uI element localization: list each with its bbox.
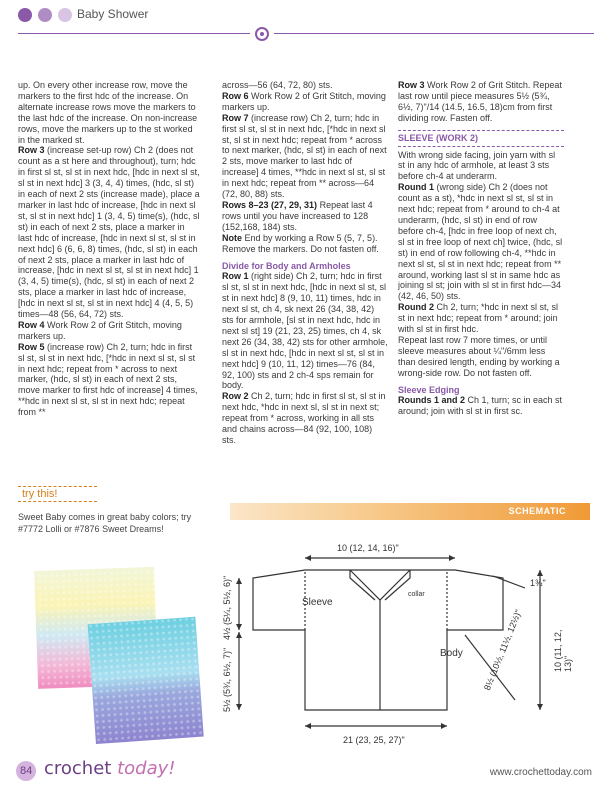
armhole-height-dim: 4½ (5¼, 5½, 6)" <box>222 575 232 640</box>
magazine-logo: crochet today! <box>44 758 176 779</box>
divide-heading: Divide for Body and Armholes <box>222 260 351 271</box>
edging-heading: Sleeve Edging <box>398 384 460 395</box>
header-rule-right <box>274 33 594 34</box>
dim-top-width: 10 (12, 14, 16)" <box>337 543 399 553</box>
flower-icon <box>255 27 269 41</box>
column-3 <box>398 80 564 417</box>
swatch-image <box>32 565 207 750</box>
body-height-dim: 5½ (5¾, 6½, 7)" <box>222 647 232 712</box>
col1-row5: Row 5 (increase row) Ch 2, turn; hdc in first sl st, sl st in next hdc, [*hdc in next sl st, sl st in next hdc; repeat from * across to next marker, (hdc, sl st) in each of next 2 sts, move marker to first hdc of increase] 4 times, **hdc in next sl st, sl st in next hdc; repeat from ** <box>18 341 198 418</box>
side-diagonal-dim: 8½ (10½, 11½, 12½)" <box>482 608 524 692</box>
sleeve-heading: SLEEVE (WORK 2) <box>398 130 564 147</box>
col2-row6: Row 6 Work Row 2 of Grit Stitch, moving markers up. <box>222 90 386 112</box>
column-1 <box>18 80 200 418</box>
schematic-banner <box>230 503 590 520</box>
header-dot-3 <box>58 8 72 22</box>
col2-note: Note End by working a Row 5 (5, 7, 5). Remove the markers. Do not fasten off. <box>222 232 379 254</box>
col3-edging-rounds: Rounds 1 and 2 Ch 1, turn; sc in each st around; join with sl st in first sc. <box>398 395 563 417</box>
collar-shape <box>350 570 410 600</box>
dim-shoulder <box>493 576 525 588</box>
col3-round2: Round 2 Ch 2, turn; *hdc in next sl st, sl st in next hdc; repeat from * around; join with sl st in first hdc. <box>398 302 559 335</box>
col1-intro: up. On every other increase row, move the markers to the first hdc of the increase. On alternate increase rows move the markers to the last hdc of the increase. On non-increase rows, move the markers up to the st worked in the marked st. <box>18 80 198 145</box>
header-dot-2 <box>38 8 52 22</box>
garment-outline <box>253 570 503 710</box>
collar-label: collar <box>408 591 425 598</box>
col3-join: With wrong side facing, join yarn with sl st in any hdc of armhole, at least 3 sts before ch-4 at underarm. <box>398 149 556 182</box>
website-url: www.crochettoday.com <box>489 767 592 778</box>
column-2 <box>222 80 388 446</box>
col1-row4: Row 4 Work Row 2 of Grit Stitch, moving markers up. <box>18 319 182 341</box>
try-this-text: Sweet Baby comes in great baby colors; try #7772 Lolli or #7876 Sweet Dreams! <box>18 512 192 534</box>
sleeve-label: Sleeve <box>302 597 333 608</box>
body-label: Body <box>440 648 463 659</box>
col1-row3: Row 3 (increase set-up row) Ch 2 (does not count as a st here and throughout), turn; hdc in first sl st, sl st in next hdc, [hdc in next sl st, sl st in next hdc] 3 (3, 4, 4) times, (hdc, sl st) in each of next 2 sts (increase made), place a marker in last hdc of increase, [hdc in next sl st, sl st in next hdc] 1 (3, 4, 5) time(s), (hdc, sl st) in each of next 2 sts, place a marker in last hdc of increase, [hdc in next sl st, sl st in next hdc] 6 (6, 6, 8) times, (hdc, sl st) in each of next 2 sts, place a marker in last hdc of increase, [hdc in next sl st, sl st in next hdc] 1 (3, 4, 5) time(s), (hdc, sl st) in each of next 2 sts, place a marker in last hdc of increase, [hdc in next sl st, sl st in next hdc] 4 (4, 5, 5) times—48 (56, 64, 72) sts. <box>18 145 200 320</box>
header-dot-1 <box>18 8 32 22</box>
col2-intro: across—56 (64, 72, 80) sts. <box>222 80 333 90</box>
bottom-width-dim: 21 (23, 25, 27)" <box>343 735 405 745</box>
col2-row7: Row 7 (increase row) Ch 2, turn; hdc in first sl st, sl st in next hdc, [*hdc in next sl st, sl st in next hdc; repeat from * across to next marker, (hdc, sl st) in each of next 2 sts, move marker to last hdc of increase] 4 times, **hdc in next sl st, sl st in next hdc; repeat from ** across—64 (72, 80, 88) sts. <box>222 112 387 200</box>
total-height-dim: 10 (11, 12, 13)" <box>553 629 573 672</box>
col3-row3: Row 3 Work Row 2 of Grit Stitch. Repeat last row until piece measures 5½ (5¾, 6½, 7)"/14 (14.5, 16.5, 18)cm from first dividing row. Fasten off. <box>398 80 562 123</box>
try-this-title: try this! <box>18 486 97 502</box>
col2-divide-row2: Row 2 Ch 2, turn; hdc in first sl st, sl st in next hdc, *hdc in next sl, sl st in next st; repeat from * across, working in all sts and chains across—84 (92, 100, 108) sts. <box>222 391 386 445</box>
schematic-label: SCHEMATIC <box>508 506 566 516</box>
section-label: Baby Shower <box>77 7 149 21</box>
col3-round1: Round 1 (wrong side) Ch 2 (does not count as a st), *hdc in next sl st, sl st in next hdc; repeat from * around to ch-4 at underarm, (hdc, sl st) in end of row before ch-4, [hdc in free loop of next ch, sl st in free loop of next ch] twice, (hdc, sl st) in end of row following ch-4, **hdc in next sl st, sl st in next hdc; repeat from ** around, working last sl st in same hdc as joining sl st; join with sl st in first hdc—34 (42, 46, 50) sts. <box>398 182 563 302</box>
schematic-diagram <box>225 540 595 740</box>
col2-rows8: Rows 8–23 (27, 29, 31) Repeat last 4 rows until you have increased to 128 (152,168, 184) sts. <box>222 199 373 232</box>
col3-repeat: Repeat last row 7 more times, or until sleeve measures about ¼"/6mm less than desired length, ending by working a wrong-side row. Do not fasten off. <box>398 334 560 378</box>
page-number: 84 <box>20 765 33 777</box>
shoulder-dim: 1¾" <box>530 578 546 588</box>
col2-divide-row1: Row 1 (right side) Ch 2, turn; hdc in first sl st, sl st in next hdc, [hdc in next sl st, sl st in next hdc] 8 (9, 10, 11) times, hdc in next sl st, ch 4, sk next 26 (34, 38, 42) sts for armhole, [sl st in next hdc, hdc in next sl st] 19 (21, 23, 25) times, ch 4, sk next 26 (34, 38, 42) sts for other armhole, sl st in next hdc, [hdc in next sl st, sl st in next hdc] 9 (10, 11, 12) times—76 (84, 92, 100) sts and 2 ch-4 sps remain for body. <box>222 271 388 391</box>
header-rule-left <box>18 33 250 34</box>
